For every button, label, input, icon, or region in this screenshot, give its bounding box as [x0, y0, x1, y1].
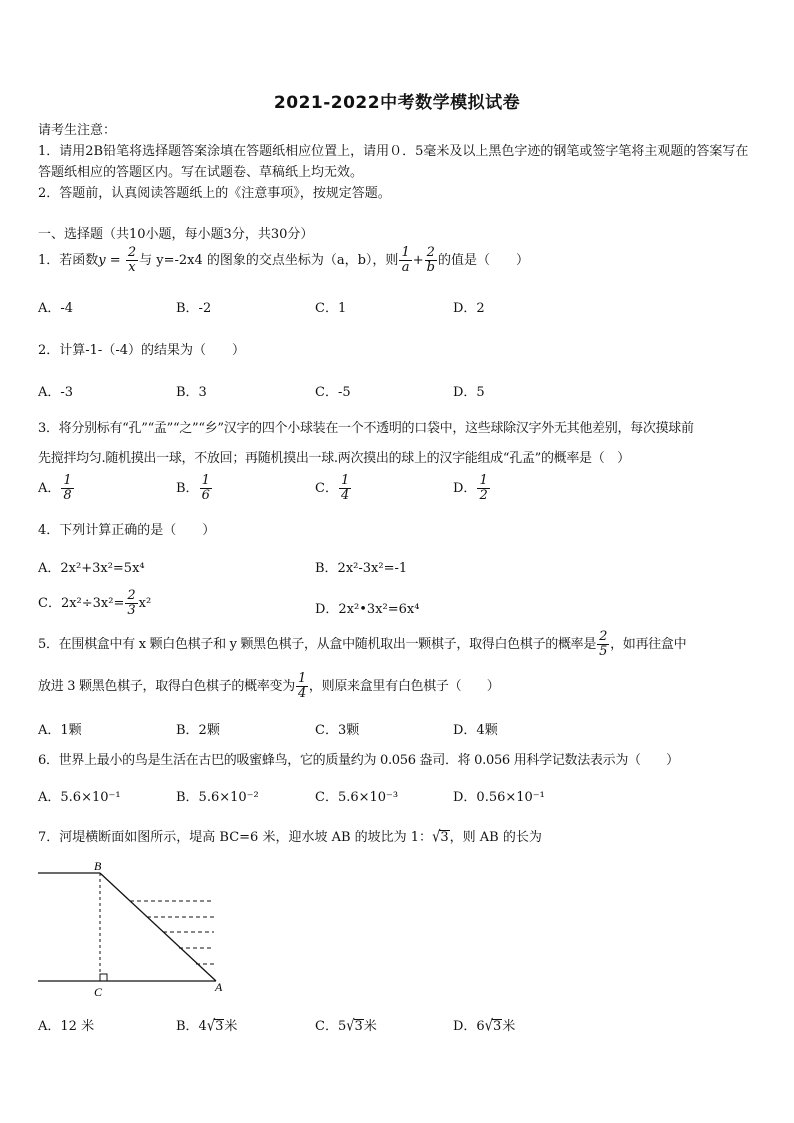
question-1-stem: 1．若函数y = $\frac{2}{x}$ 与 y=-2x4 的图象的交点坐标为（a，b），则 $\frac{1}{a}$ + $\frac{2}{b}$ 的值是（ ） [38, 245, 529, 275]
q3-option-a: A． $\frac{1}{8}$ [38, 473, 72, 503]
q4-option-a: A．2x²+3x²=5x⁴ [38, 561, 145, 576]
q7-option-b: B．4√3米 [176, 1017, 238, 1036]
q1-option-d: D．2 [453, 301, 485, 316]
notice-heading: 请考生注意： [38, 123, 117, 138]
section-heading: 一、选择题（共10小题，每小题3分，共30分） [38, 227, 314, 242]
q6-option-a: A．5.6×10⁻¹ [38, 790, 121, 805]
notice-line-1: 1．请用2B铅笔将选择题答案涂填在答题纸相应位置上，请用０．5毫米及以上黑色字迹的钢笔或签字笔将主观题的答案写在答题纸相应的答题区内。写在试题卷、草稿纸上均无效。 [38, 144, 749, 180]
q4-option-c: C．2x²÷3x²= $\frac{2}{3}$ x² [38, 588, 152, 618]
q5-option-c: C．3颗 [315, 723, 360, 738]
q5-option-a: A．1颗 [38, 723, 82, 738]
q1-option-c: C．1 [315, 301, 347, 316]
question-6-stem: 6．世界上最小的鸟是生活在古巴的吸蜜蜂鸟，它的质量约为 0.056 盎司．将 0.056 用科学记数法表示为（ ） [38, 753, 679, 768]
point-b-label: B [94, 859, 102, 873]
question-5-stem-line-1: 5．在围棋盒中有 x 颗白色棋子和 y 颗黑色棋子，从盒中随机取出一颗棋子，取得白色棋子的概率是 $\frac{2}{5}$ ，如再往盒中 [38, 629, 687, 659]
q1-option-a: A．-4 [38, 301, 74, 316]
q6-option-d: D．0.56×10⁻¹ [453, 790, 545, 805]
question-3-stem-line-2: 先搅拌均匀.随机摸出一球，不放回；再随机摸出一球.两次摸出的球上的汉字能组成“孔孟”的概率是（ ） [38, 451, 630, 466]
q3-option-b: B． $\frac{1}{6}$ [176, 473, 210, 503]
q2-option-d: D．5 [453, 385, 485, 400]
q2-option-b: B．3 [176, 385, 207, 400]
notice-line-2: 2．答题前，认真阅读答题纸上的《注意事项》，按规定答题。 [38, 186, 391, 201]
q1-option-b: B．-2 [176, 301, 212, 316]
page-title: 2021-2022中考数学模拟试卷 [273, 93, 521, 113]
q3-option-c: C． $\frac{1}{4}$ [315, 473, 350, 503]
q6-option-c: C．5.6×10⁻³ [315, 790, 399, 805]
point-c-label: C [94, 985, 103, 999]
q3-option-d: D． $\frac{1}{2}$ [453, 473, 488, 503]
q7-option-d: D．6√3米 [453, 1017, 516, 1036]
q7-option-a: A．12 米 [38, 1019, 95, 1034]
q7-option-c: C．5√3米 [315, 1017, 377, 1036]
question-7-stem: 7．河堤横断面如图所示，堤高 BC=6 米，迎水坡 AB 的坡比为 1：√3，则 AB 的长为 [38, 828, 542, 847]
q4-option-d: D．2x²•3x²=6x⁴ [315, 602, 420, 617]
fraction: $\frac{2}{x}$ [127, 245, 137, 275]
q5-option-d: D．4颗 [453, 723, 498, 738]
point-a-label: A [215, 980, 223, 994]
question-5-stem-line-2: 放进 3 颗黑色棋子，取得白色棋子的概率变为 $\frac{1}{4}$ ，则原来盒里有白色棋子（ ） [38, 671, 500, 701]
q2-option-a: A．-3 [38, 385, 74, 400]
q4-option-b: B．2x²-3x²=-1 [315, 561, 408, 576]
fraction: $\frac{1}{a}$ [401, 245, 410, 275]
question-3-stem-line-1: 3．将分别标有“孔”“孟”“之”“乡”汉字的四个小球装在一个不透明的口袋中，这些球除汉字外无其他差别，每次摸球前 [38, 421, 694, 436]
q6-option-b: B．5.6×10⁻² [176, 790, 259, 805]
q2-option-c: C．-5 [315, 385, 351, 400]
q5-option-b: B．2颗 [176, 723, 220, 738]
fraction: $\frac{2}{b}$ [426, 245, 435, 275]
question-2-stem: 2．计算-1-（-4）的结果为（ ） [38, 343, 245, 358]
question-4-stem: 4．下列计算正确的是（ ） [38, 523, 216, 538]
embankment-diagram [38, 858, 238, 1003]
